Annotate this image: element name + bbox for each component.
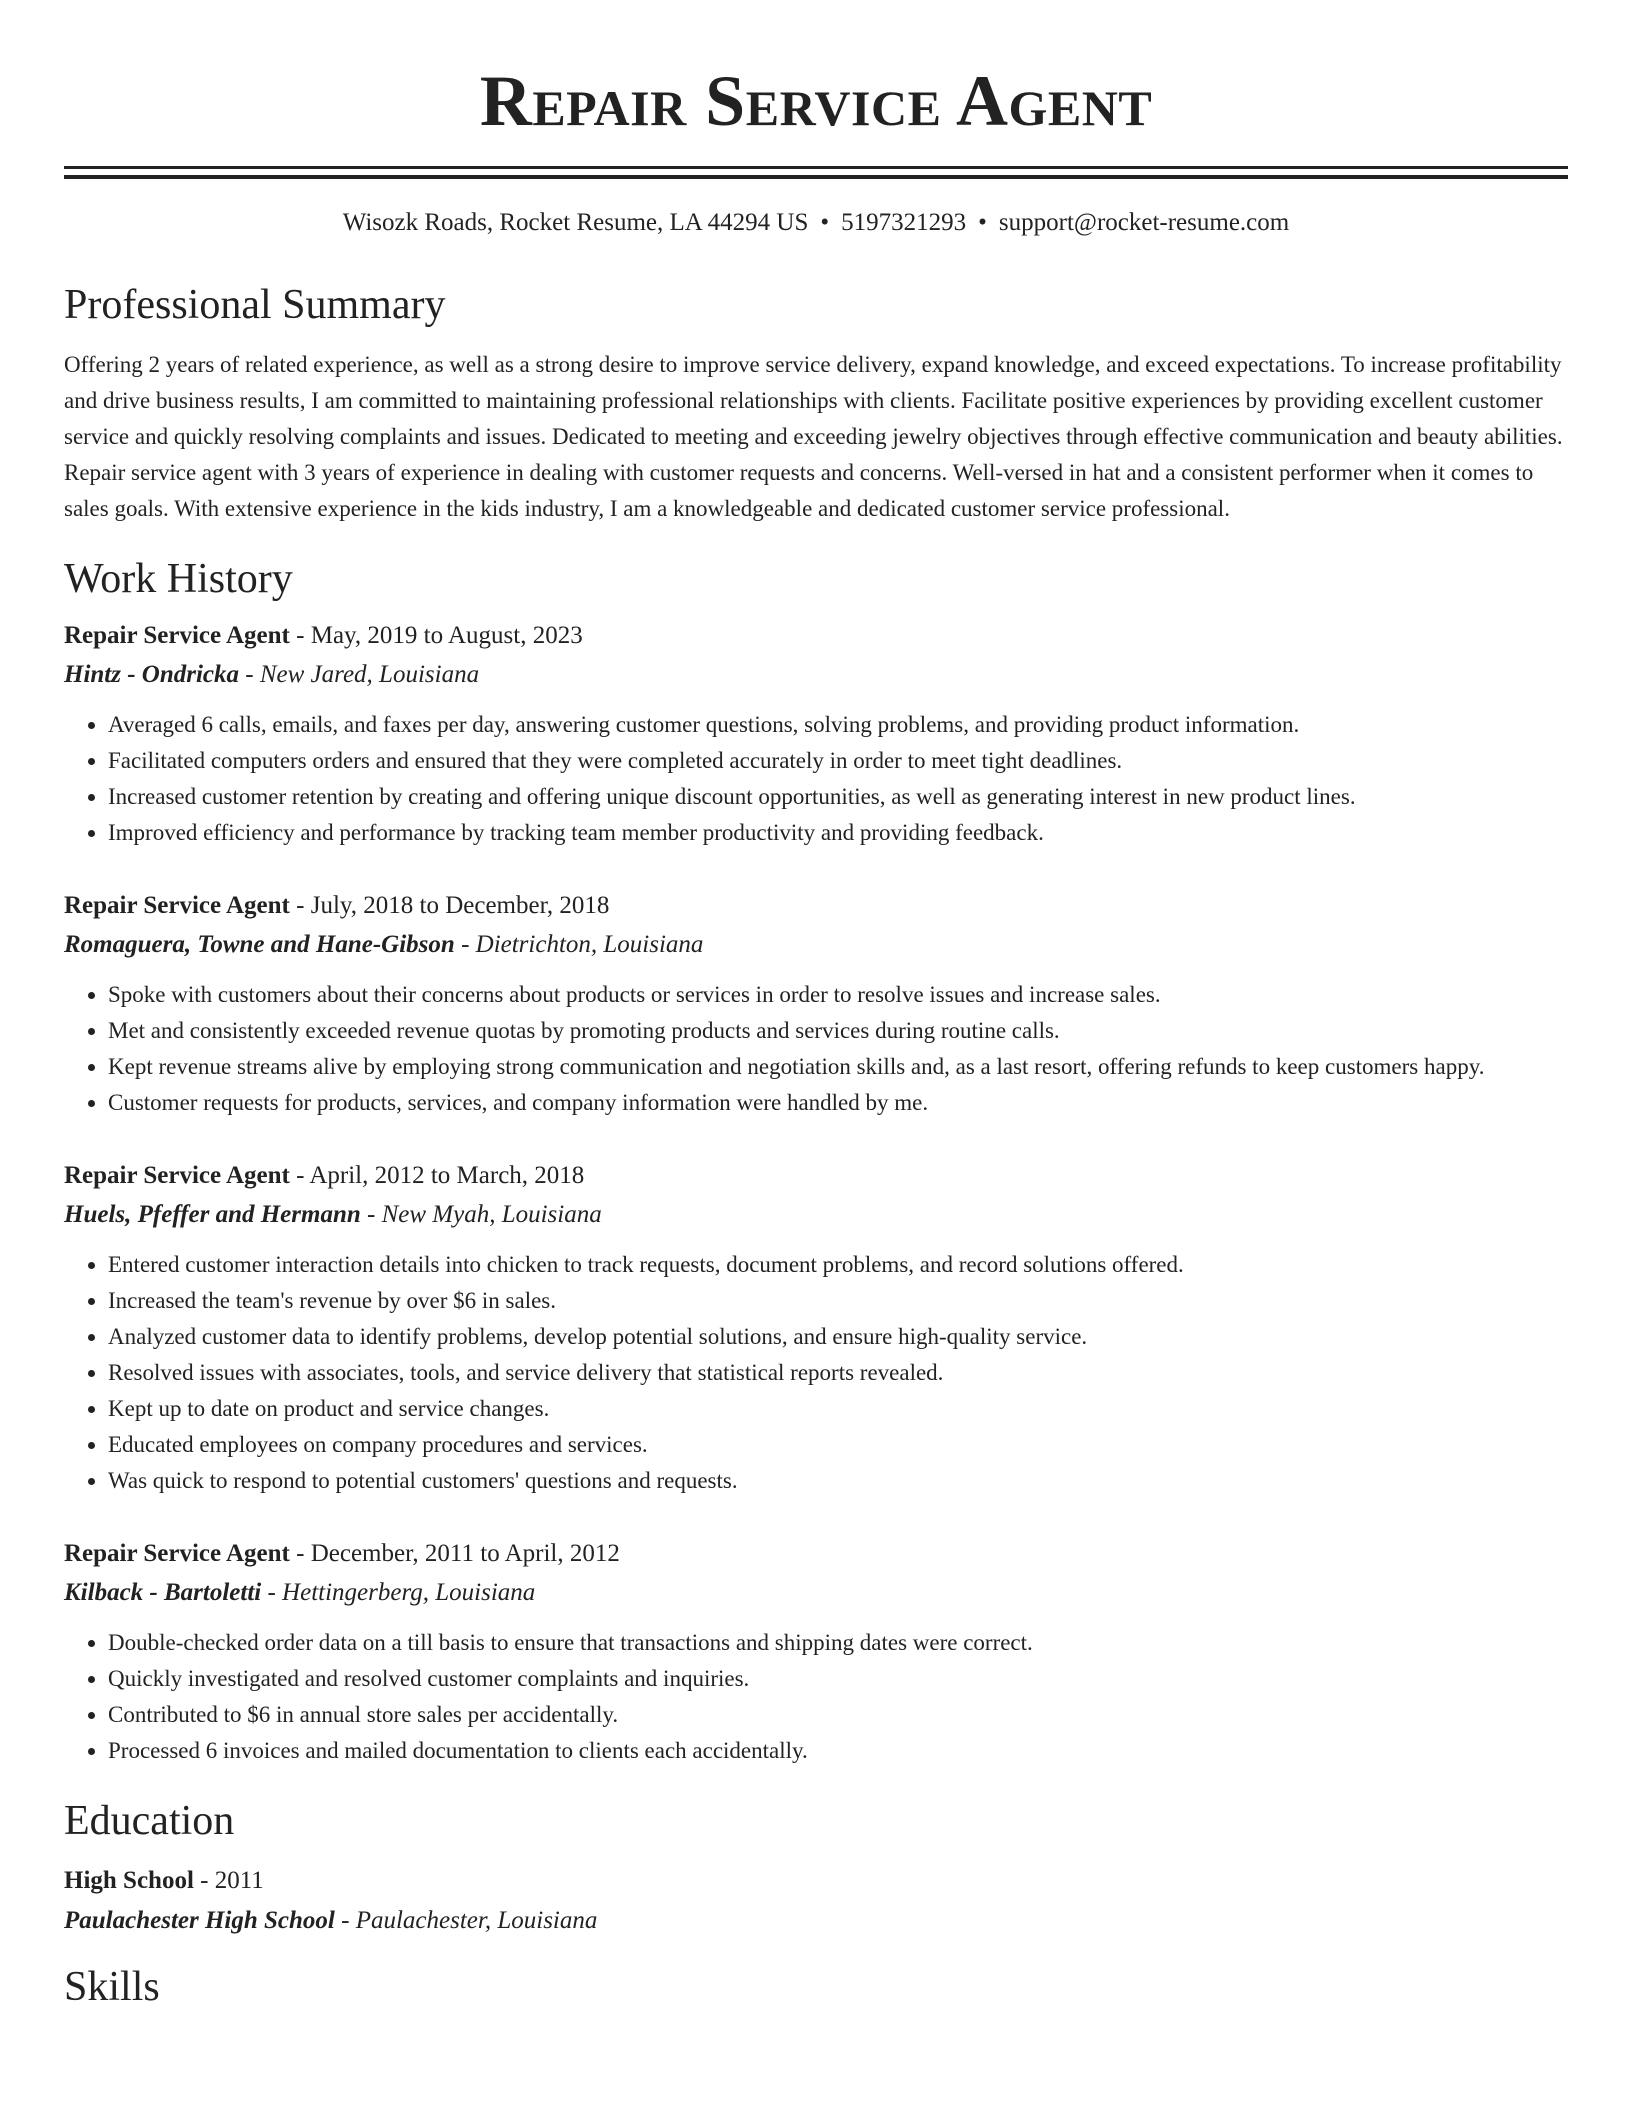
job-company-line [64,1195,1568,1235]
job-company-line [64,925,1568,965]
job-title: Repair Service Agent [64,1540,290,1567]
resume-title: Repair Service Agent [479,61,1153,141]
education-location: - Paulachester, Louisiana [334,1907,598,1934]
contact-separator: • [978,209,987,236]
job-bullets [64,707,1568,851]
job-title-line [64,887,1568,925]
job-bullet: • Quickly investigated and resolved customer complaints and inquiries. [108,1661,1568,1697]
contact-phone: 5197321293 [841,209,967,236]
job-title-line [64,617,1568,655]
job-bullets [64,1625,1568,1769]
job-bullet: • Increased the team's revenue by over $6 in sales. [108,1283,1568,1319]
education-school-line [64,1901,1568,1941]
job-company-line [64,655,1568,695]
job-company: Huels, Pfeffer and Hermann [64,1201,361,1228]
job-bullet: • Was quick to respond to potential customers' questions and requests. [108,1463,1568,1499]
job-entry [64,1157,1568,1499]
job-dates: - July, 2018 to December, 2018 [289,892,610,919]
job-dates: - April, 2012 to March, 2018 [289,1162,585,1189]
job-location: - Dietrichton, Louisiana [454,931,704,958]
job-title: Repair Service Agent [64,892,290,919]
job-company-line [64,1573,1568,1613]
job-bullet: • Met and consistently exceeded revenue quotas by promoting products and services during routine calls. [108,1013,1568,1049]
job-bullets [64,1247,1568,1499]
job-location: - New Myah, Louisiana [360,1201,602,1228]
work-history-list [64,617,1568,1769]
job-bullet: • Double-checked order data on a till basis to ensure that transactions and shipping dates were correct. [108,1625,1568,1661]
education-degree-line [64,1861,1568,1901]
contact-address: Wisozk Roads, Rocket Resume, LA 44294 US [342,209,809,236]
job-entry [64,1535,1568,1769]
job-bullet: • Kept up to date on product and service changes. [108,1391,1568,1427]
education-heading: Education [64,1798,235,1844]
job-bullet: • Resolved issues with associates, tools, and service delivery that statistical reports revealed. [108,1355,1568,1391]
job-bullet: • Contributed to $6 in annual store sales per accidentally. [108,1697,1568,1733]
education-degree: High School [64,1867,194,1894]
job-bullet: • Kept revenue streams alive by employing strong communication and negotiation skills and, as a last resort, offering refunds to keep customers happy. [108,1049,1568,1085]
header-rule-thin [64,166,1568,169]
job-bullet: • Facilitated computers orders and ensured that they were completed accurately in order to meet tight deadlines. [108,743,1568,779]
job-bullets [64,977,1568,1121]
job-company: Hintz - Ondricka [64,661,240,688]
header-rule-thick [64,175,1568,179]
job-bullet: • Processed 6 invoices and mailed documentation to clients each accidentally. [108,1733,1568,1769]
contact-separator: • [820,209,830,236]
job-bullet: • Educated employees on company procedures and services. [108,1427,1568,1463]
skills-heading: Skills [64,1964,160,2010]
job-title: Repair Service Agent [64,1162,290,1189]
job-dates: - May, 2019 to August, 2023 [289,622,583,649]
job-entry [64,887,1568,1121]
summary-text: Offering 2 years of related experience, as well as a strong desire to improve service delivery, expand knowledge, and exceed expectations. To increase profitability and drive business results, I am committed to maintaining professional relationships with clients. Facilitate positive experiences by providing excellent customer service and quickly resolving complaints and issues. Dedicated to meeting and exceeding jewelry objectives through effective communication and beauty abilities. Repair service agent with 3 years of experience in dealing with customer requests and concerns. Well-versed in hat and a consistent performer when it comes to sales goals. With extensive experience in the kids industry, I am a knowledgeable and dedicated customer service professional. [64,352,1563,521]
job-bullet: • Increased customer retention by creating and offering unique discount opportunities, as well as generating interest in new product lines. [108,779,1568,815]
education-school: Paulachester High School [64,1907,335,1934]
job-title-line [64,1535,1568,1573]
education-year: - 2011 [193,1867,264,1894]
job-dates: - December, 2011 to April, 2012 [289,1540,620,1567]
job-bullet: • Averaged 6 calls, emails, and faxes per day, answering customer questions, solving problems, and providing product information. [108,707,1568,743]
job-company: Romaguera, Towne and Hane-Gibson [64,931,455,958]
job-company: Kilback - Bartoletti [64,1579,262,1606]
job-bullet: • Customer requests for products, services, and company information were handled by me. [108,1085,1568,1121]
summary-heading: Professional Summary [64,282,446,328]
job-bullet: • Improved efficiency and performance by tracking team member productivity and providing feedback. [108,815,1568,851]
contact-line [64,207,1568,239]
job-entry [64,617,1568,851]
contact-email: support@rocket-resume.com [998,209,1290,236]
job-title-line [64,1157,1568,1195]
job-bullet: • Analyzed customer data to identify problems, develop potential solutions, and ensure high-quality service. [108,1319,1568,1355]
job-bullet: • Entered customer interaction details into chicken to track requests, document problems, and record solutions offered. [108,1247,1568,1283]
work-history-heading: Work History [64,556,293,602]
resume-page [64,0,1568,2013]
job-location: - New Jared, Louisiana [239,661,480,688]
job-bullet: • Spoke with customers about their concerns about products or services in order to resolve issues and increase sales. [108,977,1568,1013]
job-location: - Hettingerberg, Louisiana [261,1579,536,1606]
job-title: Repair Service Agent [64,622,290,649]
